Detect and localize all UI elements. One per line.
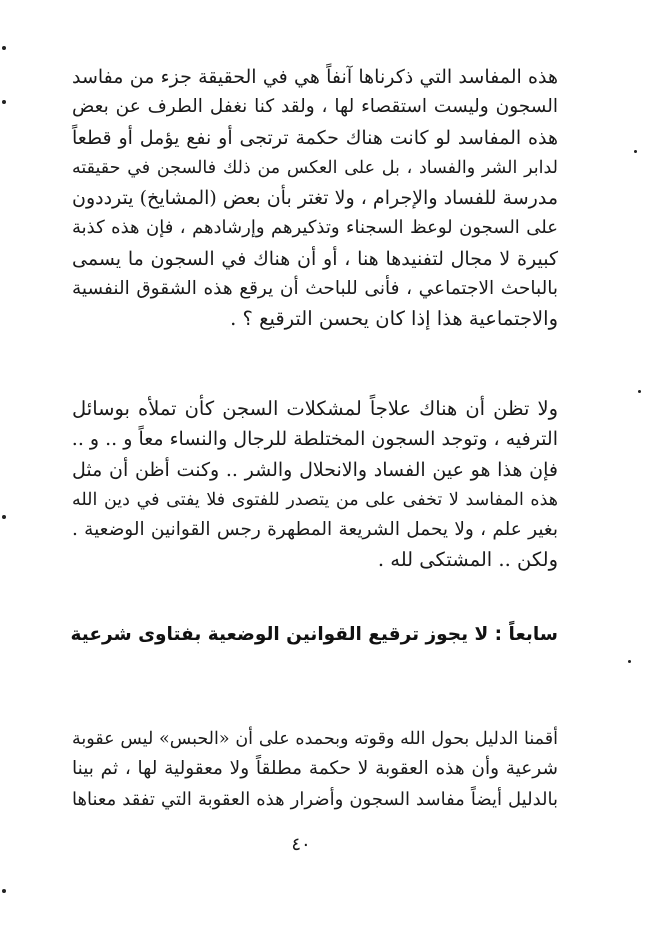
page-number: ٤٠ [291,834,311,855]
paragraph-line: فإن هذا هو عين الفساد والانحلال والشر .. وكنت أظن أن مثل [72,458,558,481]
paragraph-line: ولكن .. المشتكى لله . [377,548,558,572]
paragraph-line: بغير علم ، ولا يحمل الشريعة المطهرة رجس القوانين الوضعية . [72,519,558,541]
paragraph-line: أقمنا الدليل بحول الله وقوته وبحمده على أن «الحبس» ليس عقوبة [72,729,558,749]
paragraph-prison-corruption [72,62,558,335]
paragraph-line: والاجتماعية هذا إذا كان يحسن الترقيع ؟ . [230,307,558,331]
paragraph-line: على السجون لوعظ السجناء وتذكيرهم وإرشادهم ، فإن هذه كذبة [72,217,558,239]
scan-speck [634,150,637,153]
paragraph-line: الترفيه ، وتوجد السجون المختلطة للرجال والنساء معاً و .. و .. [71,428,558,451]
paragraph-line: هذه المفاسد التي ذكرناها آنفاً هي في الحقيقة جزء من مفاسد [72,66,558,88]
section-heading: سابعاً : لا يجوز ترقيع القوانين الوضعية بفتاوى شرعية [70,624,558,645]
paragraph-line: هذه المفاسد لا تخفى على من يتصدر للفتوى فلا يفتى في دين الله [72,489,558,510]
paragraph-line: لدابر الشر والفساد ، بل على العكس من ذلك فالسجن في حقيقته [72,157,558,178]
scan-speck [628,660,631,663]
paragraph-line: هذه المفاسد لو كانت هناك حكمة ترتجى أو نفع يؤمل أو قطعاً [72,126,558,149]
paragraph-no-remedy [72,394,558,576]
scan-speck [2,100,6,104]
paragraph-line: السجون وليست استقصاء لها ، ولقد كنا نغفل الطرف عن بعض [72,96,558,118]
paragraph-evidence [72,724,558,815]
scan-speck [2,889,6,893]
scan-speck [2,515,6,519]
paragraph-line: كبيرة لا مجال لتفنيدها هنا ، أو أن هناك في السجون ما يسمى [72,247,558,270]
paragraph-line: بالباحث الاجتماعي ، فأنى للباحث أن يرقع هذه الشقوق النفسية [72,278,558,300]
paragraph-line: مدرسة للفساد والإجرام ، ولا تغتر بأن بعض (المشايخ) يترددون [72,187,558,210]
scan-speck [638,390,641,393]
paragraph-line: بالدليل أيضاً مفاسد السجون وأضرار هذه العقوبة التي تفقد معناها [72,788,558,810]
paragraph-line: ولا تظن أن هناك علاجاً لمشكلات السجن كأن تملأه بوسائل [72,397,558,420]
paragraph-line: شرعية وأن هذه العقوبة لا حكمة مطلقاً ولا معقولية لها ، ثم بينا [72,758,558,780]
scan-speck [2,46,6,50]
